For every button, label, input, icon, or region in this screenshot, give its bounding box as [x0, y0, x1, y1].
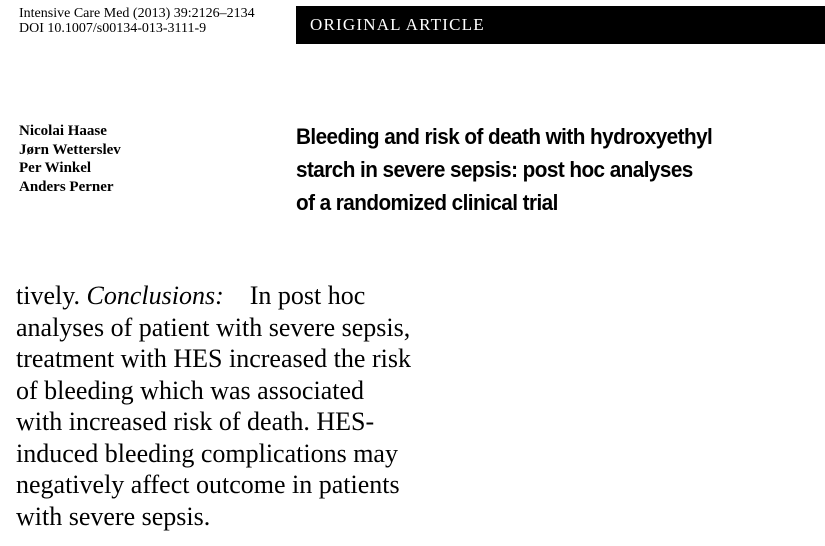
journal-citation: Intensive Care Med (2013) 39:2126–2134	[19, 6, 255, 21]
conclusions-label: Conclusions:	[86, 281, 224, 310]
abstract-line	[16, 280, 411, 312]
author-name: Per Winkel	[19, 160, 92, 176]
article-type-banner	[296, 6, 825, 44]
abstract-line: analyses of patient with severe sepsis,	[16, 312, 411, 342]
abstract-line: negatively affect outcome in patients	[16, 470, 400, 499]
author-name: Jørn Wetterslev	[19, 141, 121, 158]
author-list	[19, 122, 121, 196]
abstract-line: of bleeding which was associated	[16, 375, 365, 405]
journal-citation-block	[19, 6, 255, 36]
title-line: of a randomized clinical trial	[296, 190, 558, 215]
abstract-line: treatment with HES increased the risk	[16, 344, 411, 373]
abstract-line: with severe sepsis.	[16, 501, 211, 531]
abstract-line: induced bleeding complications may	[16, 438, 398, 468]
article-type-label: ORIGINAL ARTICLE	[310, 15, 485, 34]
abstract-line: with increased risk of death. HES-	[16, 407, 375, 436]
author-name: Anders Perner	[19, 178, 114, 195]
abstract-text: tively.	[16, 281, 81, 310]
abstract-text: In post hoc	[249, 281, 366, 310]
journal-doi: DOI 10.1007/s00134-013-3111-9	[19, 21, 207, 36]
title-line: starch in severe sepsis: post hoc analyses	[296, 157, 693, 182]
abstract-excerpt	[16, 280, 411, 532]
title-line: Bleeding and risk of death with hydroxyethyl	[296, 124, 713, 149]
author-name: Nicolai Haase	[19, 123, 107, 139]
article-title	[296, 120, 779, 219]
